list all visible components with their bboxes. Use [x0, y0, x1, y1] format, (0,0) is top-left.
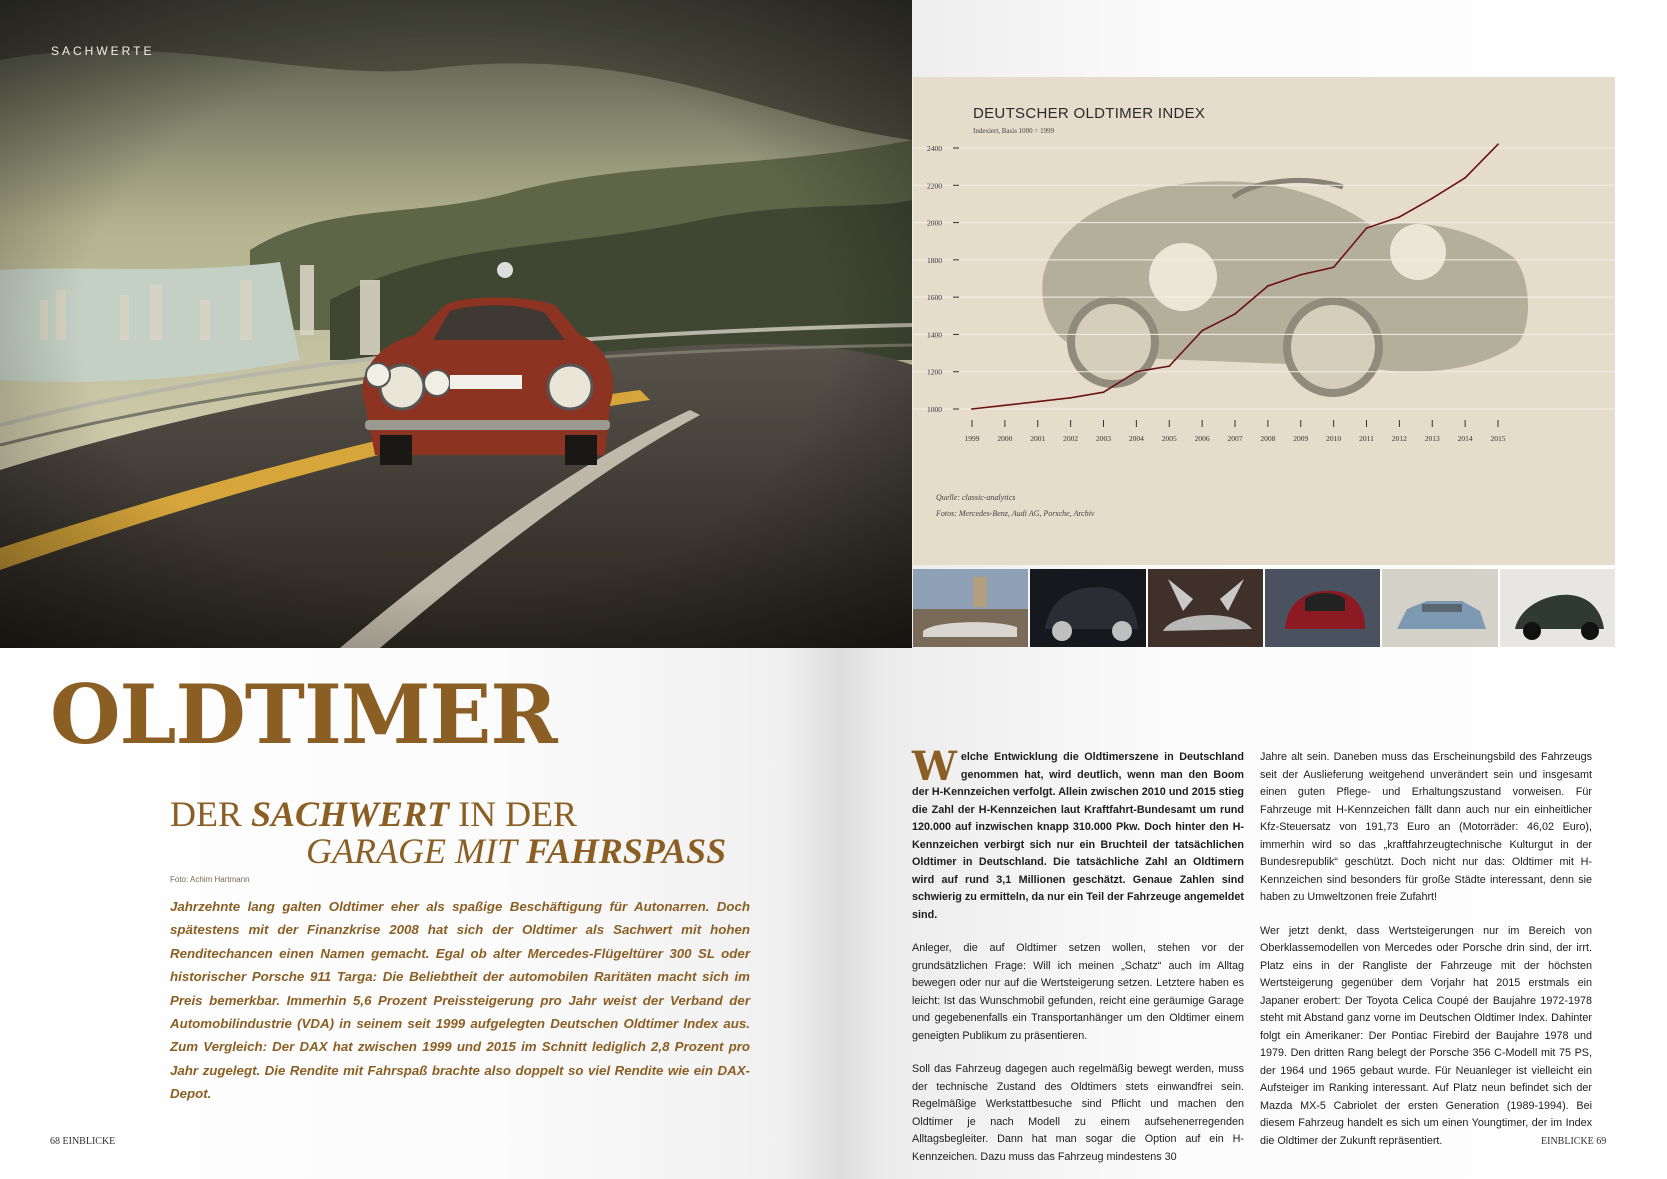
subhead-word: IN DER [458, 794, 578, 834]
x-tick-label: 2004 [1128, 434, 1144, 443]
page-number-right: EINBLICKE 69 [1541, 1136, 1607, 1147]
subhead-emphasis: FAHRSPASS [525, 831, 727, 871]
x-tick-label: 2013 [1424, 434, 1440, 443]
y-tick-label: 1200 [927, 367, 942, 377]
thumb-image [1030, 569, 1145, 647]
x-tick-label: 2011 [1359, 434, 1374, 443]
subhead-line-1 [170, 794, 577, 834]
photo-credit: Foto: Achim Hartmann [170, 875, 250, 884]
data-point [1135, 371, 1137, 373]
data-point [1004, 404, 1006, 406]
chart-source: Quelle: classic-analytics [936, 493, 1016, 502]
y-tick-label: 1000 [927, 405, 942, 414]
y-tick-label: 1400 [927, 330, 942, 340]
thumb-image [1148, 569, 1263, 647]
x-tick-label: 2006 [1194, 434, 1210, 443]
x-tick-label: 2001 [1030, 434, 1046, 443]
x-tick-label: 2000 [997, 434, 1013, 443]
intro-paragraph: Jahrzehnte lang galten Oldtimer eher als spaßige Beschäftigung für Autonarren. Doch spätestens mit der Finanzkrise 2008 hat sich der Oldtimer als Sachwert mit hohen Renditechancen einen Namen gemacht. Egal ob alter Mercedes-Flügeltürer 300 SL oder historischer Porsche 911 Targa: Die Beliebtheit der automobilen Raritäten macht sich im Preis bemerkbar. Immerhin 5,6 Prozent Preissteigerung pro Jahr weist der Verband der Automobilindustrie (VDA) in seinem seit 1999 aufgelegten Deutschen Oldtimer Index aus. Zum Vergleich: Der DAX hat zwischen 1999 und 2015 im Schnitt lediglich 2,8 Prozent pro Jahr zugelegt. Die Rendite mit Fahrspaß brachte also doppelt so viel Rendite wie ein DAX-Depot. [170, 899, 750, 1102]
section-label: SACHWERTE [51, 44, 155, 58]
subhead-word: GARAGE MIT [306, 831, 517, 871]
data-point [1431, 197, 1433, 199]
body-paragraph: Wer jetzt denkt, dass Wertsteigerungen nur im Bereich von Oberklassemodellen von Mercedes oder Porsche drin sind, der irrt. Platz eins in der Rangliste der Fahrzeuge mit der höchsten Wertsteigerung gegenüber dem Vorjahr hat 2015 erstmals ein Japaner erobert: Der Toyota Celica Coupé der Baujahre 1972-1978 steht mit Abstand ganz vorne im Deutschen Oldtimer Index. Dahinter folgt ein Amerikaner: Der Pontiac Firebird der Baujahre 1978 und 1979. Den dritten Rang belegt der Porsche 356 C-Modell mit 75 PS, der 1964 und 1965 gebaut wurde. Für Neuanleger ist vielleicht ein Aufsteiger im Ranking interessant. Auf Platz neun befindet sich der Mazda MX-5 Cabriolet der ersten Generation (1989-1994). Bei diesem Fahrzeug handelt es sich um einen Youngtimer, der im Index die Oldtimer der Zukunft repräsentiert. [1260, 924, 1592, 1147]
hero-photo-porsche-911 [0, 0, 912, 648]
x-tick-label: 2003 [1096, 434, 1111, 443]
data-point [1037, 401, 1039, 403]
photo-credits: Fotos: Mercedes-Benz, Audi AG, Porsche, Archiv [936, 509, 1095, 518]
thumb-image [913, 569, 1028, 647]
data-point [1070, 397, 1072, 399]
thumbnail-mercedes-300sl-gullwing [1148, 569, 1263, 647]
x-tick-label: 2009 [1293, 434, 1309, 443]
data-point [1201, 330, 1203, 332]
body-paragraph: Soll das Fahrzeug dagegen auch regelmäßig bewegt werden, muss der technische Zustand des Oldtimers stets einwandfrei sein. Regelmäßige Werkstattbesuche sind Pflicht und machen den Oldtimer je nach Modell zu einem aufsehenerregenden Alltagsbegleiter. Dann hat man sogar die Option auf ein H-Kennzeichen. Dazu muss das Fahrzeug mindestens 30 [912, 1063, 1244, 1163]
data-point [1497, 143, 1499, 145]
y-tick-label: 1800 [927, 255, 942, 265]
data-point [1464, 177, 1466, 179]
thumbnail-audi-classic [1382, 569, 1497, 647]
chart-canvas [913, 77, 1615, 565]
y-tick-label: 1600 [927, 293, 942, 303]
car-thumbnail-strip [913, 569, 1615, 647]
y-tick-label: 2400 [927, 144, 942, 153]
x-tick-label: 1999 [964, 434, 980, 443]
data-point [971, 408, 973, 410]
x-tick-label: 2012 [1391, 434, 1407, 443]
body-paragraph: Anleger, die auf Oldtimer setzen wollen, stehen vor der grundsätzlichen Frage: Will ich meinen „Schatz“ auch im Alltag bewegen oder nur auf die Wertsteigerung setzen. Letztere haben es leicht: Ist das Wunschmobil gefunden, reicht eine geräumige Garage und gegebenenfalls ein Transportanhänger um den Oldtimer einem geneigten Publikum zu präsentieren. [912, 942, 1244, 1042]
thumbnail-porsche-911-green [1500, 569, 1615, 647]
x-axis [965, 420, 1506, 443]
subhead-emphasis: SACHWERT [251, 794, 450, 834]
y-tick-label: 2200 [927, 181, 942, 191]
oldtimer-index-chart [913, 77, 1615, 565]
body-column-2 [1260, 749, 1592, 1166]
x-tick-label: 2010 [1326, 434, 1342, 443]
y-axis [927, 144, 959, 414]
x-tick-label: 2007 [1227, 434, 1243, 443]
thumb-image [1500, 569, 1615, 647]
x-tick-label: 2002 [1063, 434, 1079, 443]
chart-title: DEUTSCHER OLDTIMER INDEX [973, 105, 1206, 122]
data-point [1234, 313, 1236, 315]
lead-paragraph: elche Entwicklung die Oldtimerszene in Deutschland genommen hat, wird deutlich, wenn man den Boom der H-Kennzeichen verfolgt. Allein zwischen 2010 und 2015 stieg die Zahl der H-Kennzeichen laut Kraftfahrt-Bundesamt um rund 120.000 auf inzwischen knapp 310.000 Pkw. Doch hinter den H-Kennzeichen verbirgt sich nur ein Bruchteil der tatsächlichen Oldtimer in Deutschland. Die tatsächliche Zahl an Oldtimern wird auf rund 3,1 Millionen geschätzt. Genaue Zahlen sind schwierig zu ermitteln, da nur ein Teil der Fahrzeuge angemeldet sind. [912, 751, 1244, 921]
body-column-1 [912, 743, 1244, 1179]
subhead-line-2 [306, 831, 726, 871]
data-point [1366, 227, 1368, 229]
drop-cap: W [912, 743, 957, 790]
hero-illustration [0, 0, 912, 648]
x-tick-label: 2015 [1490, 434, 1506, 443]
data-point [1168, 365, 1170, 367]
data-point [1333, 266, 1335, 268]
x-tick-label: 2005 [1161, 434, 1177, 443]
page-number-left: 68 EINBLICKE [50, 1136, 116, 1147]
x-tick-label: 2008 [1260, 434, 1276, 443]
thumb-image [1382, 569, 1497, 647]
data-point [1300, 274, 1302, 276]
data-point [1267, 285, 1269, 287]
thumbnail-mercedes-cabriolet [913, 569, 1028, 647]
chart-subtitle: Indexiert, Basis 1000 = 1999 [973, 127, 1055, 135]
x-tick-label: 2014 [1457, 434, 1473, 443]
thumbnail-mercedes-classic-black [1030, 569, 1145, 647]
y-tick-label: 2000 [927, 218, 942, 228]
thumbnail-citroen-2cv [1265, 569, 1380, 647]
thumb-image [1265, 569, 1380, 647]
race-car-illustration [1042, 180, 1528, 393]
data-point [1398, 216, 1400, 218]
subhead-word: DER [170, 794, 242, 834]
body-paragraph: Jahre alt sein. Daneben muss das Erscheinungsbild des Fahrzeugs seit der Auslieferung weitgehend unverändert sein und insgesamt einen guten Pflege- und Erhaltungszustand vorweisen. Für Fahrzeuge mit H-Kennzeichen fällt dann auch nur ein einheitlicher Kfz-Steuersatz von 191,73 Euro an (Motorräder: 46,02 Euro), immerhin wird so das „kraftfahrzeugtechnische Kulturgut in der Bundesrepublik“ geschützt. Doch nicht nur das: Oldtimer mit H-Kennzeichen sind besonders für große Städte interessant, denn sie haben zu Umweltzonen freie Zufahrt! [1260, 751, 1592, 903]
data-point [1103, 391, 1105, 393]
headline: OLDTIMER [50, 668, 557, 763]
